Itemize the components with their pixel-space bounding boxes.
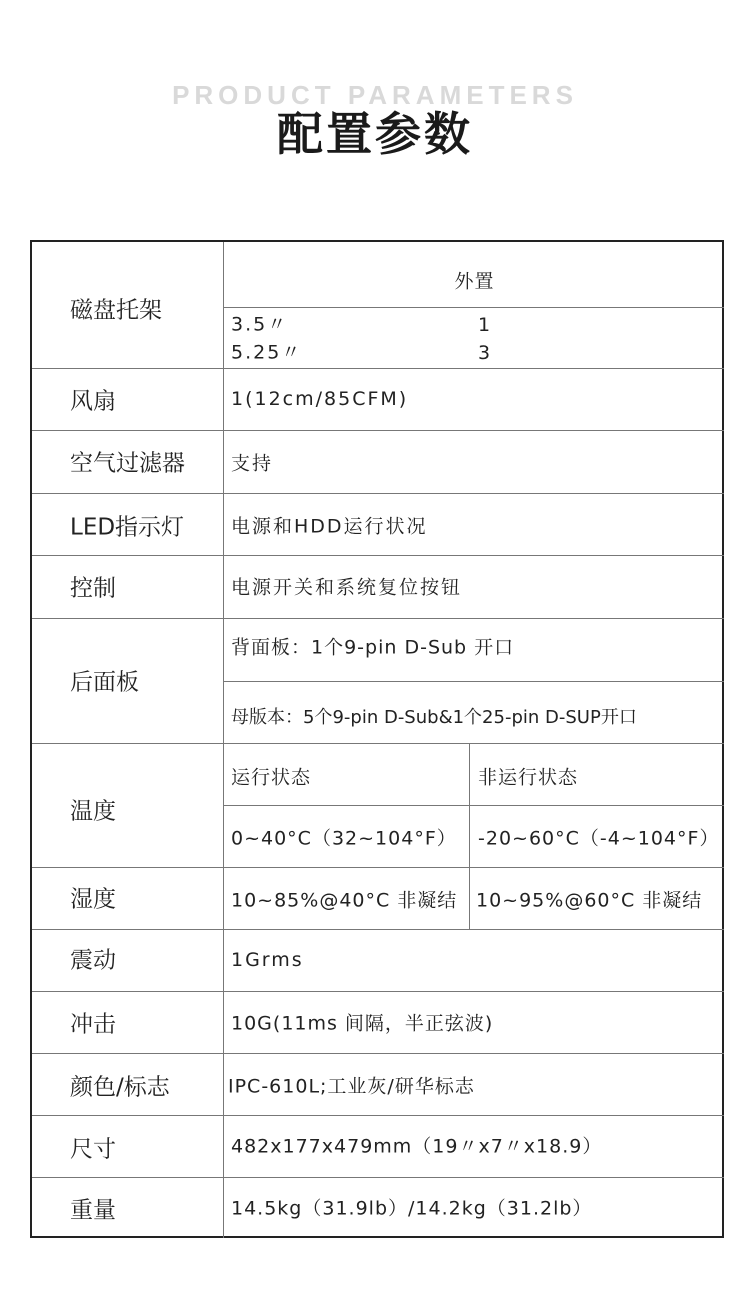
dimensions-label: 尺寸 [70, 1136, 116, 1163]
temperature-nonop-header: 非运行状态 [478, 766, 579, 789]
subrow-divider [224, 681, 724, 682]
page-subtitle: PRODUCT PARAMETERS [172, 80, 578, 110]
drive-bay-count: 1 [478, 314, 492, 336]
drive-bay-header: 外置 [454, 270, 495, 293]
subrow-divider [224, 307, 724, 308]
row-divider [32, 991, 724, 992]
row-divider [32, 1053, 724, 1054]
color-value: IPC-610L;工业灰/研华标志 [228, 1075, 475, 1098]
row-divider [32, 368, 724, 369]
led-label: LED指示灯 [70, 514, 185, 541]
subrow-divider [224, 805, 724, 806]
row-divider [32, 493, 724, 494]
humidity-label: 湿度 [70, 886, 116, 913]
page-header [0, 0, 750, 200]
drive-bay-size: 3.5〃 [231, 313, 289, 336]
row-divider [32, 1115, 724, 1116]
dimensions-value: 482x177x479mm（19〃x7〃x18.9） [231, 1135, 603, 1158]
led-value: 电源和HDD运行状况 [231, 515, 428, 538]
shock-value: 10G(11ms 间隔，半正弦波) [231, 1012, 494, 1035]
filter-value: 支持 [231, 452, 274, 475]
row-divider [32, 555, 724, 556]
weight-label: 重量 [70, 1197, 116, 1224]
vibration-value: 1Grms [231, 949, 304, 971]
drive-bay-label: 磁盘托架 [70, 297, 162, 324]
color-label: 颜色/标志 [70, 1074, 170, 1101]
parameters-table [30, 240, 724, 1238]
row-divider [32, 743, 724, 744]
row-divider [32, 867, 724, 868]
fan-label: 风扇 [70, 388, 116, 415]
row-divider [32, 1177, 724, 1178]
page-title: 配置参数 [277, 107, 473, 161]
temperature-label: 温度 [70, 798, 116, 825]
rear-panel-value: 母版本：5个9-pin D-Sub&1个25-pin D-SUP开口 [231, 707, 637, 728]
control-value: 电源开关和系统复位按钮 [231, 576, 463, 599]
drive-bay-size: 5.25〃 [231, 341, 303, 364]
temperature-op-value: 0~40°C（32~104°F） [231, 827, 457, 850]
row-divider [32, 618, 724, 619]
control-label: 控制 [70, 575, 116, 602]
humidity-op-value: 10~85%@40°C 非凝结 [231, 889, 458, 912]
rear-panel-value: 背面板：1个9-pin D-Sub 开口 [231, 636, 515, 659]
temperature-op-header: 运行状态 [231, 766, 312, 789]
column-divider [223, 242, 224, 1238]
weight-value: 14.5kg（31.9lb）/14.2kg（31.2lb） [231, 1197, 593, 1220]
vibration-label: 震动 [70, 947, 116, 974]
split-divider [469, 743, 470, 929]
fan-value: 1(12cm/85CFM) [231, 388, 409, 410]
rear-panel-label: 后面板 [70, 669, 139, 696]
row-divider [32, 430, 724, 431]
humidity-nonop-value: 10~95%@60°C 非凝结 [476, 889, 703, 912]
drive-bay-count: 3 [478, 342, 492, 364]
temperature-nonop-value: -20~60°C（-4~104°F） [478, 827, 720, 850]
shock-label: 冲击 [70, 1011, 116, 1038]
row-divider [32, 929, 724, 930]
filter-label: 空气过滤器 [70, 450, 185, 477]
